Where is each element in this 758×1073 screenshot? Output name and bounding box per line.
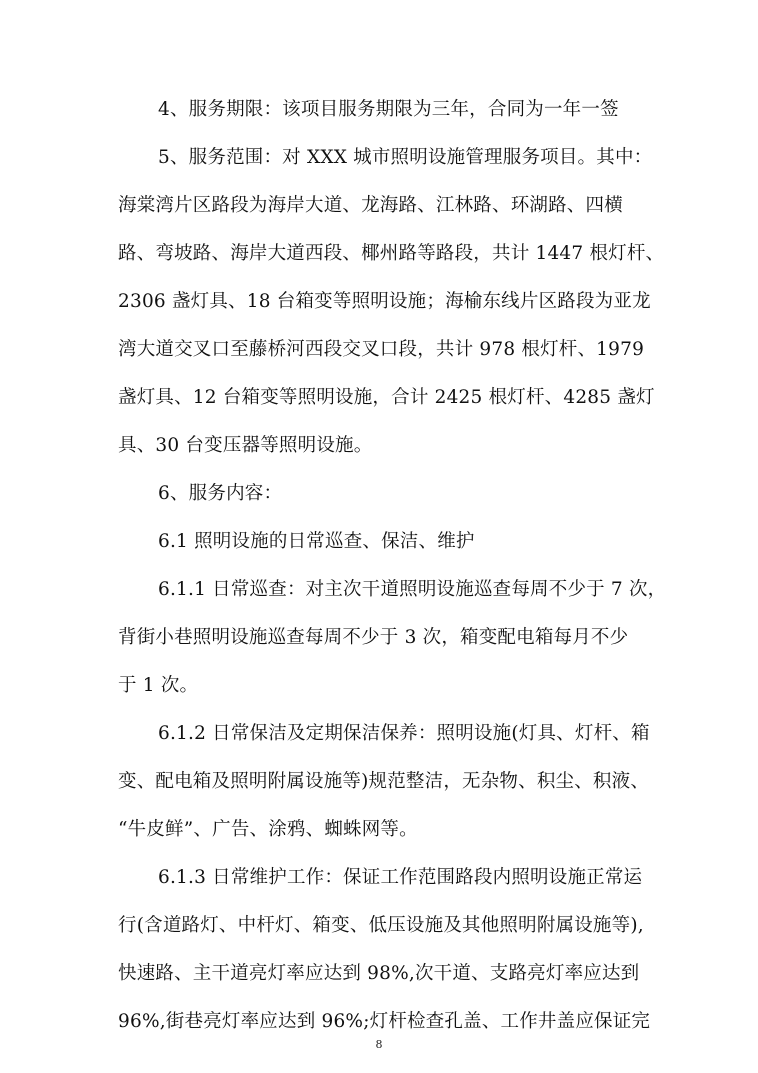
text-line: 行(含道路灯、中杆灯、箱变、低压设施及其他照明附属设施等), [118, 915, 644, 936]
text-line: “牛皮鲜”、广告、涂鸦、蜘蛛网等。 [118, 819, 418, 840]
page-number: 8 [375, 1038, 383, 1051]
text-line: 2306 盏灯具、18 台箱变等照明设施；海榆东线片区路段为亚龙 [118, 291, 651, 312]
section-heading-service-content: 6、服务内容： [158, 483, 283, 504]
paragraph-service-scope: 5、服务范围：对 XXX 城市照明设施管理服务项目。其中： [158, 147, 653, 168]
text-line: 盏灯具、12 台箱变等照明设施，合计 2425 根灯杆、4285 盏灯 [118, 387, 655, 408]
text-line: 海棠湾片区路段为海岸大道、龙海路、江林路、环湖路、四横 [118, 195, 623, 216]
text-line: 湾大道交叉口至藤桥河西段交叉口段，共计 978 根灯杆、1979 [118, 339, 645, 360]
text-line: 路、弯坡路、海岸大道西段、椰州路等路段，共计 1447 根灯杆、 [118, 243, 665, 264]
paragraph-daily-maintenance: 6.1.3 日常维护工作：保证工作范围路段内照明设施正常运 [158, 867, 643, 888]
text-line: 具、30 台变压器等照明设施。 [118, 435, 373, 456]
text-line: 变、配电箱及照明附属设施等)规范整洁，无杂物、积尘、积液、 [118, 771, 650, 792]
paragraph-daily-cleaning: 6.1.2 日常保洁及定期保洁保养：照明设施(灯具、灯杆、箱 [158, 723, 650, 744]
text-line: 96%,街巷亮灯率应达到 96%;灯杆检查孔盖、工作井盖应保证完 [118, 1011, 651, 1032]
paragraph-service-period: 4、服务期限：该项目服务期限为三年，合同为一年一签 [158, 99, 619, 120]
text-line: 快速路、主干道亮灯率应达到 98%,次干道、支路亮灯率应达到 [118, 963, 640, 984]
text-line: 背街小巷照明设施巡查每周不少于 3 次，箱变配电箱每月不少 [118, 627, 629, 648]
paragraph-daily-inspection: 6.1.1 日常巡查：对主次干道照明设施巡查每周不少于 7 次， [158, 579, 667, 600]
text-line: 于 1 次。 [118, 675, 199, 696]
subsection-heading-6-1: 6.1 照明设施的日常巡查、保洁、维护 [158, 531, 475, 552]
